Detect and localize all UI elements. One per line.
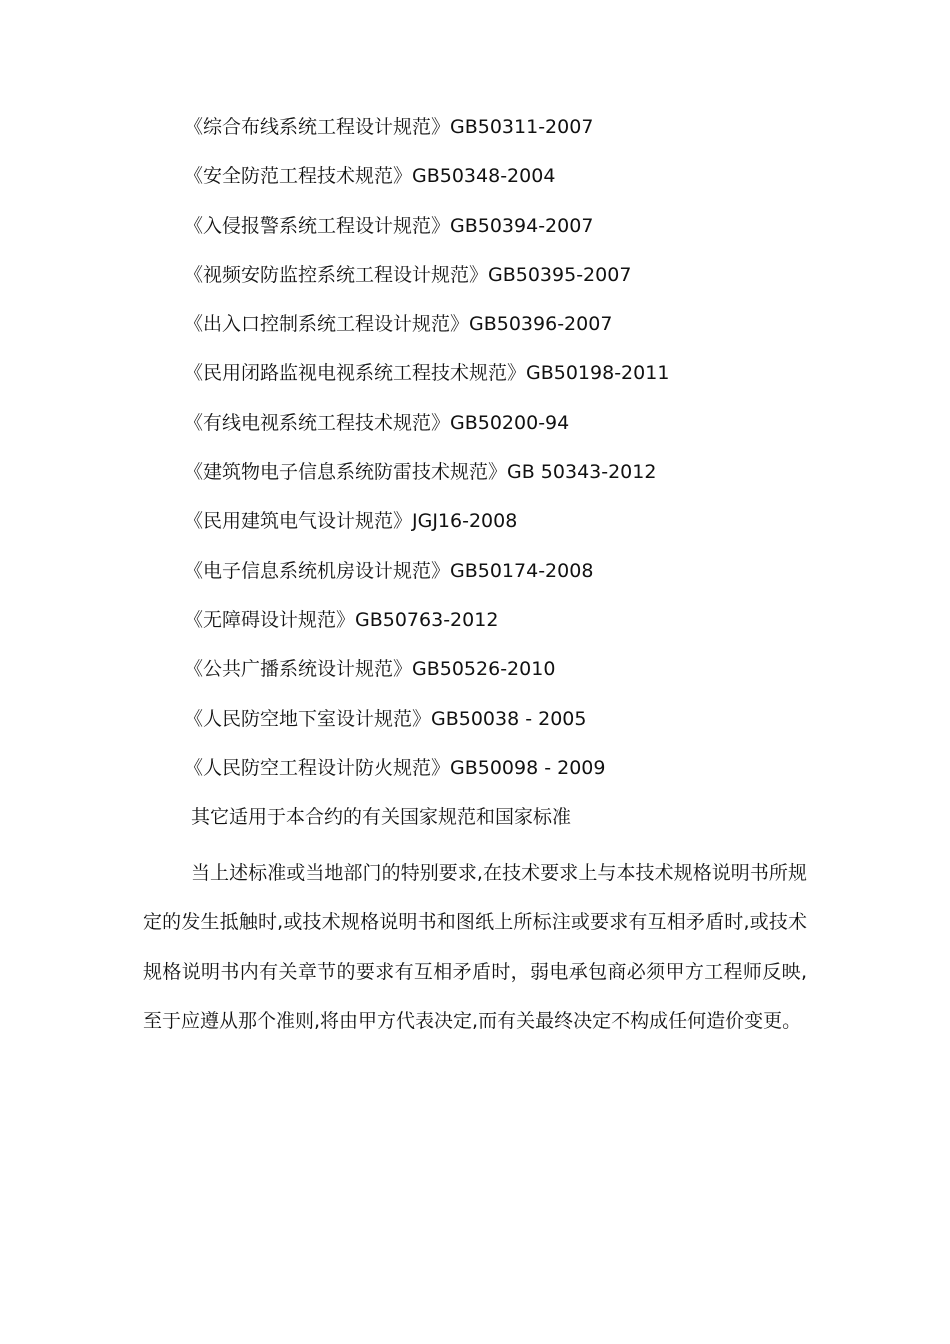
standard-item: 《综合布线系统工程设计规范》GB50311-2007 — [184, 116, 594, 138]
standard-item: 《有线电视系统工程技术规范》GB50200-94 — [184, 411, 570, 434]
conflict-clause-paragraph: 当上述标准或当地部门的特别要求,在技术要求上与本技术规格说明书所规定的发生抵触时,或技术规格说明书和图纸上所标注或要求有互相矛盾时,或技术规格说明书内有关章节的要求有互相矛盾时，弱电承包商必须甲方工程师反映,至于应遵从那个准则,将由甲方代表决定,而有关最终决定不构成任何造价变更。 — [143, 862, 807, 1032]
standard-item: 《出入口控制系统工程设计规范》GB50396-2007 — [184, 313, 613, 336]
other-standards-line: 其它适用于本合约的有关国家规范和国家标准 — [191, 806, 572, 828]
standards-list — [184, 110, 824, 800]
standard-item: 《入侵报警系统工程设计规范》GB50394-2007 — [184, 214, 594, 237]
standard-item: 《建筑物电子信息系统防雷技术规范》GB 50343-2012 — [184, 461, 657, 484]
standard-item: 《视频安防监控系统工程设计规范》GB50395-2007 — [184, 263, 632, 286]
standard-item: 《人民防空工程设计防火规范》GB50098 - 2009 — [184, 756, 606, 779]
standard-item: 《公共广播系统设计规范》GB50526-2010 — [184, 658, 556, 681]
standard-item: 《人民防空地下室设计规范》GB50038 - 2005 — [184, 707, 587, 730]
standard-item: 《无障碍设计规范》GB50763-2012 — [184, 608, 499, 631]
standard-item: 《安全防范工程技术规范》GB50348-2004 — [184, 165, 556, 188]
standard-item: 《电子信息系统机房设计规范》GB50174-2008 — [184, 559, 594, 582]
standard-item: 《民用闭路监视电视系统工程技术规范》GB50198-2011 — [184, 362, 670, 385]
standard-item: 《民用建筑电气设计规范》JGJ16-2008 — [184, 510, 518, 533]
